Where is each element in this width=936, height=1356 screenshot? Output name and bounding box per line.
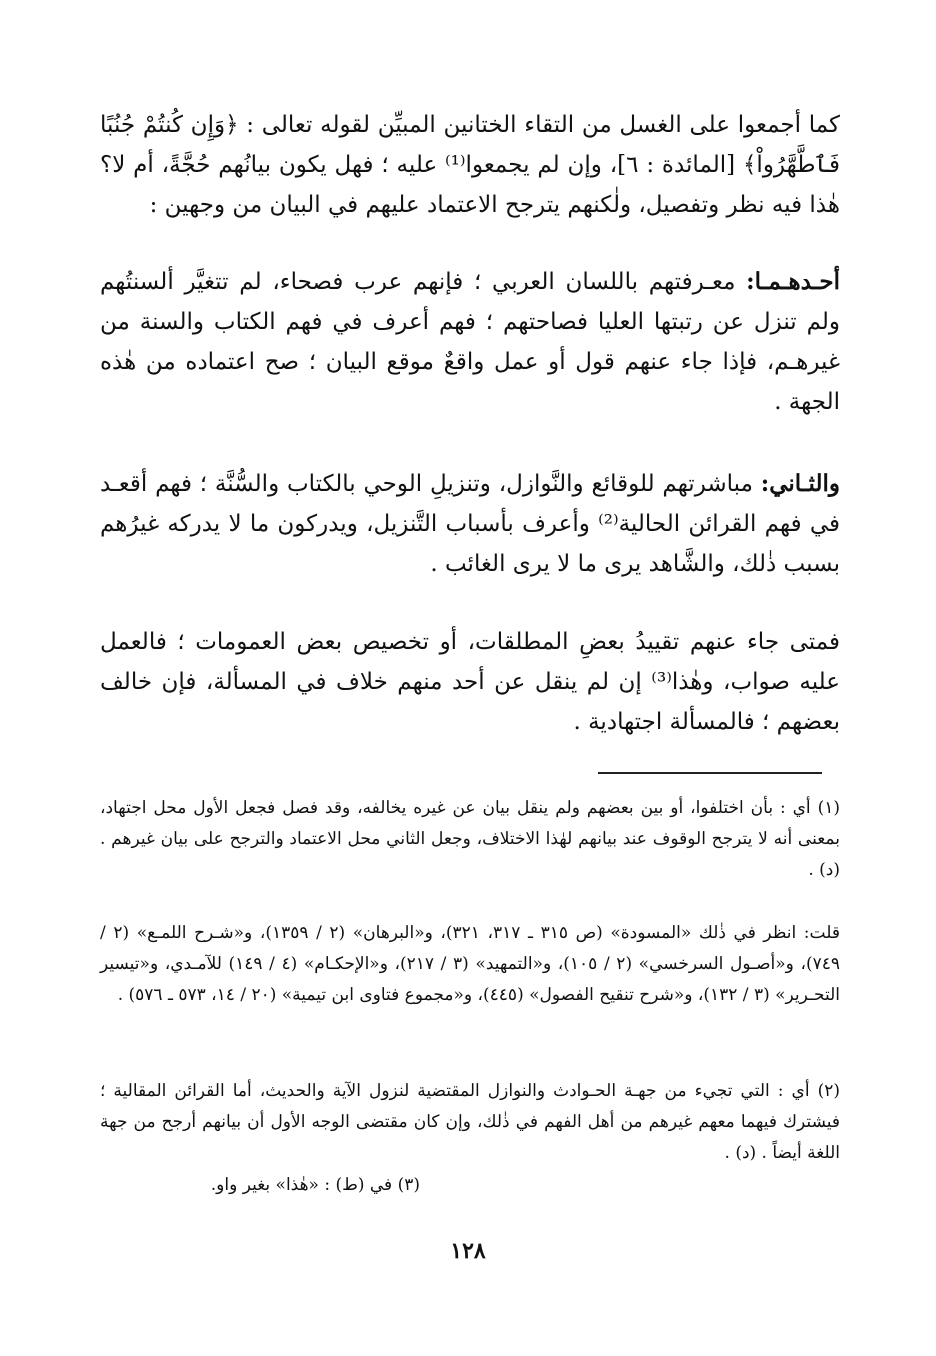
footnote-1: (١) أي : بأن اختلفوا، أو بين بعضهم ولم ينقل بيان عن غيره يخالفه، وقد فصل فجعل الأول محل اجتهاد، بمعنى أنه لا يترجح الوقوف عند بيانهم لهٰذا الاختلاف، وجعل الثاني محل الاعتماد والترجح على بيان غيرهم . (د) .	[100, 798, 840, 880]
page-number: ١٢٨	[450, 1238, 486, 1264]
paragraph-3	[100, 464, 840, 584]
paragraph-4	[100, 622, 840, 742]
paragraph-3-heading: والثـاني:	[760, 470, 840, 497]
paragraph-2-heading: أحـدهـمـا:	[746, 268, 840, 295]
paragraph-2	[100, 262, 840, 422]
paragraph-3-text: مباشرتهم للوقائع والنَّوازل، وتنزيلِ الوحي بالكتاب والسُّنَّة ؛ فهم أقعـد في فهم القرائن الحالية⁽²⁾ وأعرف بأسباب التَّنزيل، ويدركون ما لا يدركه غيرُهم بسبب ذٰلك، والشَّاهد يرى ما لا يرى الغائب .	[100, 471, 840, 577]
paragraph-1-text: كما أجمعوا على الغسل من التقاء الختانين المبيِّن لقوله تعالى : ﴿وَإِن كُنتُمْ جُنُبًا فَٱطَّهَّرُواْ﴾ [المائدة : ٦]، وإن لم يجمعوا⁽¹⁾ عليه ؛ فهل يكون بيانُهم حُجَّةً، أم لا؟ هٰذا فيه نظر وتفصيل، ولٰكنهم يترجح الاعتماد عليهم في البيان من وجهين :	[100, 112, 840, 218]
paragraph-1	[100, 105, 840, 225]
paragraph-4-text: فمتى جاء عنهم تقييدُ بعضِ المطلقات، أو تخصيص بعض العمومات ؛ فالعمل عليه صواب، وهٰذا⁽³⁾ إن لم ينقل عن أحد منهم خلاف في المسألة، فإن خالف بعضهم ؛ فالمسألة اجتهادية .	[100, 629, 840, 735]
footnote-3: (٣) في (ط) : «هٰذا» بغير واو.	[210, 1175, 420, 1195]
paragraph-2-text: معـرفتهم باللسان العربي ؛ فإنهم عرب فصحاء، لم تتغيَّر ألسنتُهم ولم تنزل عن رتبتها العليا فصاحتهم ؛ فهم أعرف في فهم الكتاب والسنة من غيرهـم، فإذا جاء عنهم قول أو عمل واقعٌ موقع البيان ؛ صح اعتماده من هٰذه الجهة .	[100, 269, 840, 415]
footnote-separator	[598, 772, 822, 774]
footnote-2: (٢) أي : التي تجيء من جهـة الحـوادث والنوازل المقتضية لنزول الآية والحديث، أما القرائن المقالية ؛ فيشترك فيهما معهم غيرهم من أهل الفهم في ذٰلك، وإن كان مقتضى الوجه الأول أن بيانهم أرجح من جهة اللغة أيضاً . (د) .	[100, 1081, 840, 1163]
footnote-1-references: قلت: انظر في ذٰلك «المسودة» (ص ٣١٥ ـ ٣١٧، ٣٢١)، و«البرهان» (٢ / ١٣٥٩)، و«شـرح اللمـع» (٢ / ٧٤٩)، و«أصـول السرخسي» (٢ / ١٠٥)، و«التمهيد» (٣ / ٢١٧)، و«الإحكـام» (٤ / ١٤٩) للآمـدي، و«تيسير التحـرير» (٣ / ١٣٢)، و«شرح تنقيح الفصول» (٤٤٥)، و«مجموع فتاوى ابن تيمية» (٢٠ / ١٤، ٥٧٣ ـ ٥٧٦) .	[100, 923, 841, 1005]
